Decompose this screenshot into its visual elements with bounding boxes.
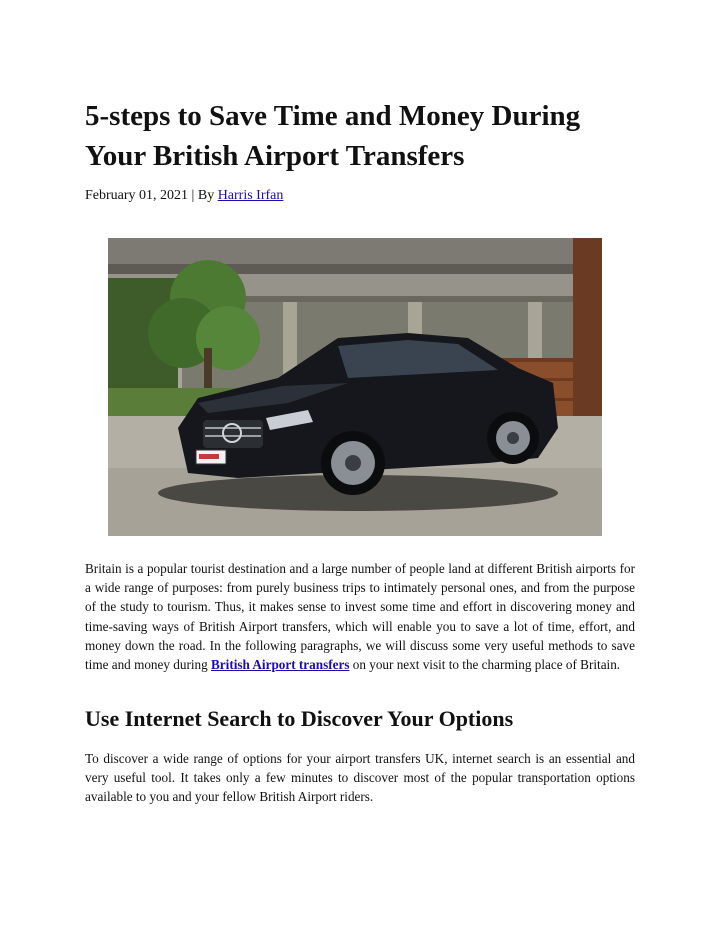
article-title: 5-steps to Save Time and Money During Your British Airport Transfers [85,100,581,172]
section-heading: Use Internet Search to Discover Your Options [85,706,514,731]
intro-paragraph [85,559,635,674]
publish-date: February 01, 2021 [85,188,189,203]
byline [85,187,283,205]
section-paragraph: To discover a wide range of options for your airport transfers UK, internet search is an essential and very useful tool. It takes only a few minutes to discover most of the popular transportation options available to you and your fellow British Airport riders. [85,751,635,805]
byline-separator: | By [188,188,218,203]
airport-transfers-link[interactable]: British Airport transfers [211,657,350,673]
article-image [108,238,602,536]
intro-text-end: on your next visit to the charming place of Britain. [349,657,621,673]
author-link[interactable]: Harris Irfan [217,188,284,203]
intro-text: Britain is a popular tourist destination and a large number of people land at different British airports for a wide range of purposes: from purely business trips to intimately personal ones, and from the purpose of the study to tourism. Thus, it makes sense to invest some time and effort in discovering money and time-saving ways of British Airport transfers, which will enable you to save a lot of time, effort, and money down the road. In the following paragraphs, we will discuss some very useful methods to save time and money during [85,561,635,673]
